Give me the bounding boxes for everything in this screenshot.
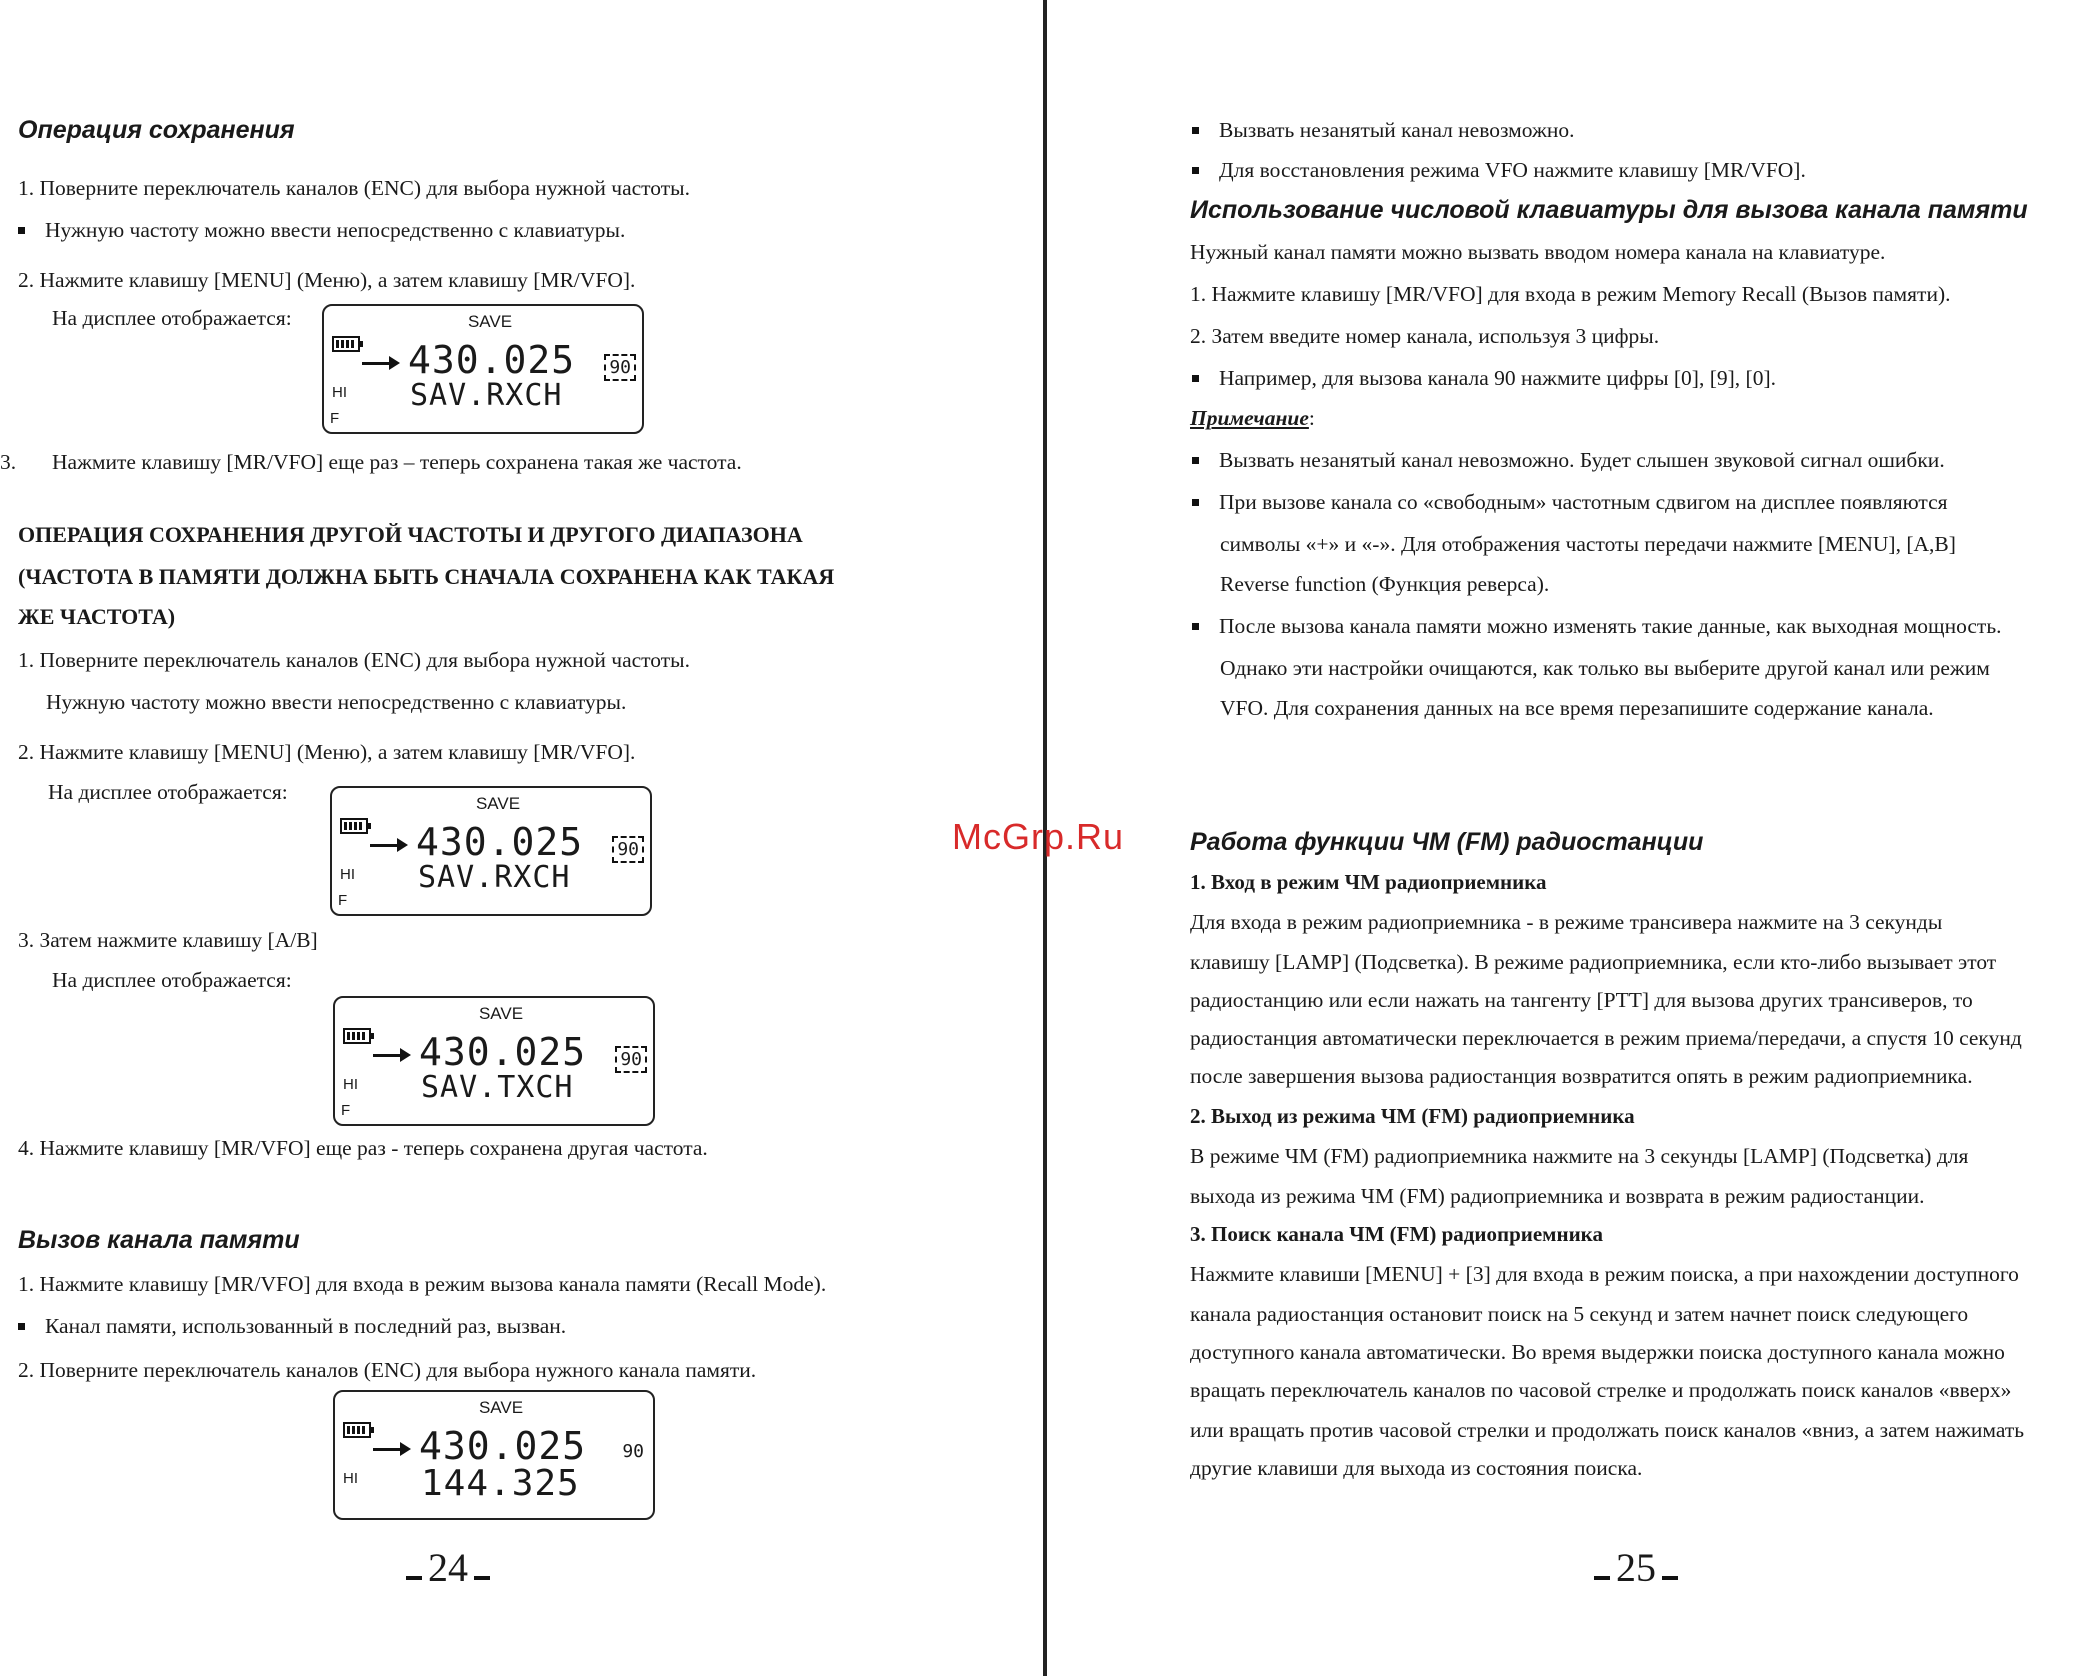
paragraph-line: выхода из режима ЧМ (FM) радиоприемника и возврата в режим радиостанции. [1190,1184,1925,1208]
lcd-save-label: SAVE [475,794,521,813]
heading-fm-radio: Работа функции ЧМ (FM) радиостанции [1190,828,1704,856]
subheading-fm-enter: 1. Вход в режим ЧМ радиоприемника [1190,870,1547,894]
bullet-icon [18,227,25,234]
display-caption: На дисплее отображается: [52,968,292,992]
paragraph-line: после завершения вызова радиостанция возвратится опять в режим радиоприемника. [1190,1064,1973,1088]
bullet-icon [1192,623,1199,630]
paragraph-line: вращать переключатель каналов по часовой стрелке и продолжать поиск каналов «вверх» [1190,1378,2012,1402]
bullet-item: Например, для вызова канала 90 нажмите цифры [0], [9], [0]. [1192,364,1776,392]
paragraph-line: или вращать против часовой стрелки и продолжать поиск каналов «вниз, а затем нажимать [1190,1418,2025,1442]
heading-other-freq-line1: ОПЕРАЦИЯ СОХРАНЕНИЯ ДРУГОЙ ЧАСТОТЫ И ДРУГОГО ДИАПАЗОНА [18,522,803,547]
paragraph-line: доступного канала автоматически. Во время выдержки поиска доступного канала можно [1190,1340,2005,1364]
lcd-frequency: 430.025 [419,1030,587,1074]
lcd-channel: 90 [615,1046,647,1073]
bullet-icon [1192,167,1199,174]
lcd-channel: 90 [622,1441,644,1462]
paragraph-line: радиостанцию или если нажать на тангенту [PTT] для вызова других трансиверов, то [1190,988,1973,1012]
lcd-status: SAV.RXCH [418,860,571,895]
bullet-item: Для восстановления режима VFO нажмите клавишу [MR/VFO]. [1192,156,1806,184]
bullet-icon [1192,499,1199,506]
bullet-icon [18,1323,25,1330]
lcd-display-1 [322,304,644,434]
step-1: 1. Нажмите клавишу [MR/VFO] для входа в режим вызова канала памяти (Recall Mode). [18,1272,827,1296]
lcd-power: HI [343,1076,358,1093]
battery-icon [343,1028,371,1044]
battery-icon [332,336,360,352]
lcd-save-label: SAVE [478,1398,524,1417]
step-2: 2. Нажмите клавишу [MENU] (Меню), а затем клавишу [MR/VFO]. [18,268,636,292]
bullet-continuation: Reverse function (Функция реверса). [1220,572,1550,596]
step-2: 2. Затем введите номер канала, используя 3 цифры. [1190,324,1660,348]
paragraph-line: канала радиостанция остановит поиск на 5 секунд и затем начнет поиск следующего [1190,1302,1969,1326]
step-3: 3. Затем нажмите клавишу [A/B] [18,928,318,952]
heading-other-freq-line2: (ЧАСТОТА В ПАМЯТИ ДОЛЖНА БЫТЬ СНАЧАЛА СОХРАНЕНА КАК ТАКАЯ [18,564,835,589]
bullet-item: Нужную частоту можно ввести непосредственно с клавиатуры. [18,216,625,244]
lcd-frequency: 430.025 [416,820,584,864]
display-caption: На дисплее отображается: [52,306,292,330]
lcd-frequency: 430.025 [419,1424,587,1468]
heading-keypad-recall: Использование числовой клавиатуры для вызова канала памяти [1190,196,2028,224]
arrow-right-icon [362,362,396,365]
heading-memory-recall: Вызов канала памяти [18,1226,300,1254]
battery-icon [340,818,368,834]
note-label: Примечание: [1190,406,1315,430]
lcd-save-label: SAVE [478,1004,524,1023]
bullet-item: При вызове канала со «свободным» частотным сдвигом на дисплее появляются [1192,488,1948,516]
display-caption: На дисплее отображается: [48,780,288,804]
bullet-item: Канал памяти, использованный в последний раз, вызван. [18,1312,566,1340]
lcd-f-indicator: F [338,892,348,909]
lcd-second-frequency: 144.325 [421,1463,580,1504]
arrow-right-icon [373,1054,407,1057]
watermark: McGrp.Ru [952,816,1125,857]
subheading-fm-exit: 2. Выход из режима ЧМ (FM) радиоприемника [1190,1104,1635,1128]
lcd-f-indicator: F [341,1102,351,1119]
battery-icon [343,1422,371,1438]
paragraph-line: радиостанция автоматически переключается в режим приема/передачи, а спустя 10 секунд [1190,1026,2022,1050]
lcd-status: SAV.TXCH [421,1070,574,1105]
bullet-icon [1192,127,1199,134]
lcd-f-indicator: F [330,410,340,427]
lcd-display-2 [330,786,652,916]
step-1-note: Нужную частоту можно ввести непосредственно с клавиатуры. [46,690,627,714]
paragraph-line: Нажмите клавиши [MENU] + [3] для входа в режим поиска, а при нахождении доступного [1190,1262,2019,1286]
lcd-power: HI [332,384,347,401]
page-number-right: 25 [1588,1544,1684,1591]
lcd-frequency: 430.025 [408,338,576,382]
subheading-fm-search: 3. Поиск канала ЧМ (FM) радиоприемника [1190,1222,1603,1246]
heading-save-operation: Операция сохранения [18,116,295,144]
arrow-right-icon [370,844,404,847]
arrow-right-icon [373,1448,407,1451]
step-3-number: 3. [0,450,17,474]
paragraph: Нужный канал памяти можно вызвать вводом номера канала на клавиатуре. [1190,240,1886,264]
paragraph-line: другие клавиши для выхода из состояния поиска. [1190,1456,1643,1480]
step-3: Нажмите клавишу [MR/VFO] еще раз – теперь сохранена такая же частота. [52,450,742,474]
heading-other-freq-line3: ЖЕ ЧАСТОТА) [18,604,176,629]
lcd-display-4 [333,1390,655,1520]
step-2: 2. Нажмите клавишу [MENU] (Меню), а затем клавишу [MR/VFO]. [18,740,636,764]
lcd-status: SAV.RXCH [410,378,563,413]
lcd-channel: 90 [612,836,644,863]
paragraph-line: В режиме ЧМ (FM) радиоприемника нажмите на 3 секунды [LAMP] (Подсветка) для [1190,1144,1969,1168]
step-2: 2. Поверните переключатель каналов (ENC) для выбора нужного канала памяти. [18,1358,757,1382]
bullet-continuation: VFO. Для сохранения данных на все время перезапишите содержание канала. [1220,696,1934,720]
bullet-item: Вызвать незанятый канал невозможно. Будет слышен звуковой сигнал ошибки. [1192,446,1945,474]
step-1: 1. Нажмите клавишу [MR/VFO] для входа в режим Memory Recall (Вызов памяти). [1190,282,1951,306]
bullet-icon [1192,375,1199,382]
lcd-power: HI [343,1470,358,1487]
step-4: 4. Нажмите клавишу [MR/VFO] еще раз - теперь сохранена другая частота. [18,1136,708,1160]
lcd-power: HI [340,866,355,883]
paragraph-line: клавишу [LAMP] (Подсветка). В режиме радиоприемника, если кто-либо вызывает этот [1190,950,1997,974]
step-1: 1. Поверните переключатель каналов (ENC) для выбора нужной частоты. [18,648,690,672]
bullet-item: Вызвать незанятый канал невозможно. [1192,116,1574,144]
lcd-channel: 90 [604,354,636,381]
step-1: 1. Поверните переключатель каналов (ENC) для выбора нужной частоты. [18,176,690,200]
bullet-icon [1192,457,1199,464]
bullet-item: После вызова канала памяти можно изменять такие данные, как выходная мощность. [1192,612,2002,640]
page-number-left: 24 [400,1544,496,1591]
paragraph-line: Для входа в режим радиоприемника - в режиме трансивера нажмите на 3 секунды [1190,910,1943,934]
bullet-continuation: Однако эти настройки очищаются, как только вы выберите другой канал или режим [1220,656,1990,680]
lcd-display-3 [333,996,655,1126]
lcd-save-label: SAVE [467,312,513,331]
bullet-continuation: символы «+» и «-». Для отображения частоты передачи нажмите [MENU], [A,B] [1220,532,1956,556]
